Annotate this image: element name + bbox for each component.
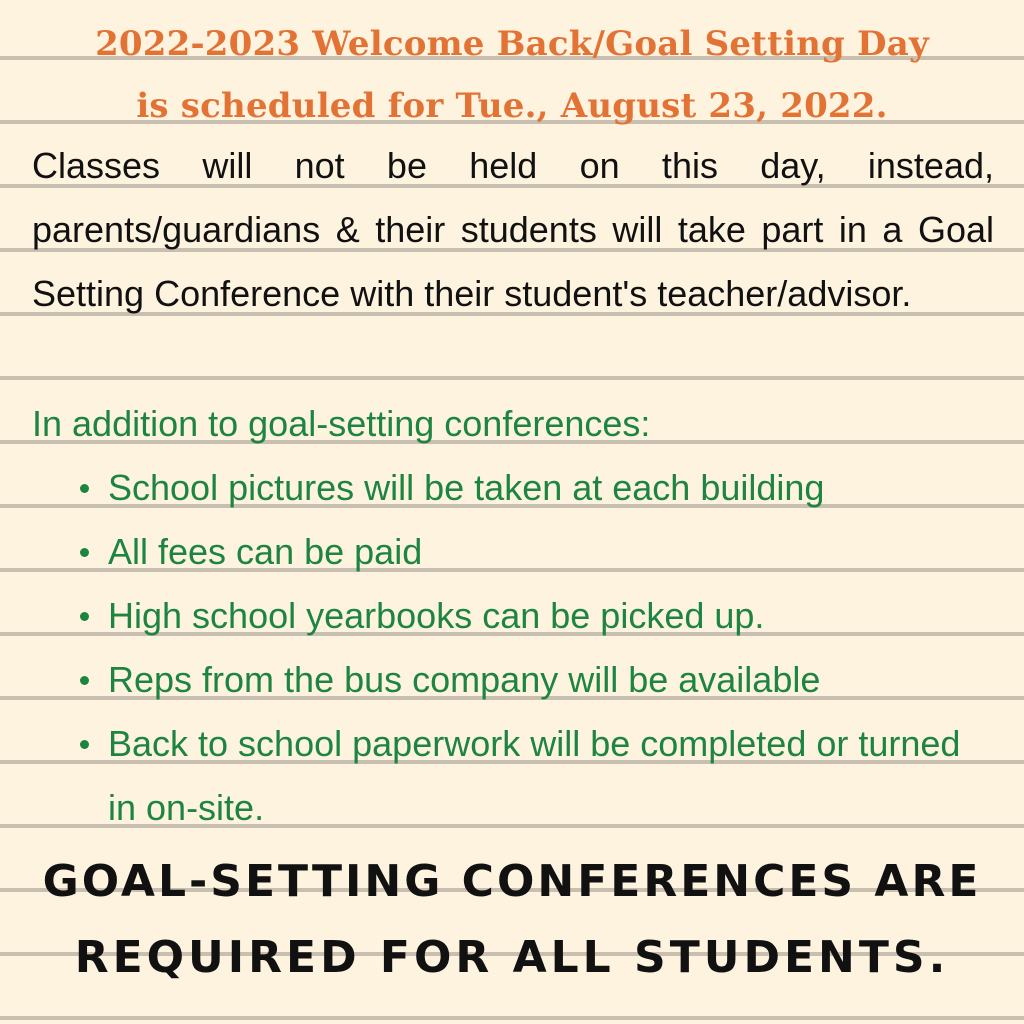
- list-item: [76, 456, 996, 520]
- list-item: [76, 584, 996, 648]
- headline-line-2: is scheduled for Tue., August 23, 2022.: [136, 86, 888, 126]
- bullet-icon: [80, 484, 89, 493]
- intro-paragraph: Classes will not be held on this day, instead, parents/guardians & their students will take part in a Goal Setting Conference with their student's teacher/advisor.: [32, 145, 994, 314]
- bullet-icon: [80, 548, 89, 557]
- footer-line-2: REQUIRED FOR ALL STUDENTS.: [74, 932, 950, 983]
- list-item: [76, 520, 996, 584]
- list-item-text: Back to school paperwork will be completed or turned in on-site.: [108, 723, 961, 828]
- bullet-icon: [80, 740, 89, 749]
- list-item-text: School pictures will be taken at each building: [108, 467, 825, 508]
- footer-line-1: GOAL-SETTING CONFERENCES ARE: [42, 856, 982, 907]
- list-item: [76, 648, 996, 712]
- list-item: [76, 712, 996, 840]
- list-item-text: High school yearbooks can be picked up.: [108, 595, 765, 636]
- list-item-text: Reps from the bus company will be available: [108, 659, 821, 700]
- additions-list: [76, 456, 996, 840]
- list-item-text: All fees can be paid: [108, 531, 423, 572]
- bullet-icon: [80, 676, 89, 685]
- bullet-icon: [80, 612, 89, 621]
- headline-line-1: 2022-2023 Welcome Back/Goal Setting Day: [95, 24, 929, 64]
- additions-heading: In addition to goal-setting conferences:: [32, 403, 651, 444]
